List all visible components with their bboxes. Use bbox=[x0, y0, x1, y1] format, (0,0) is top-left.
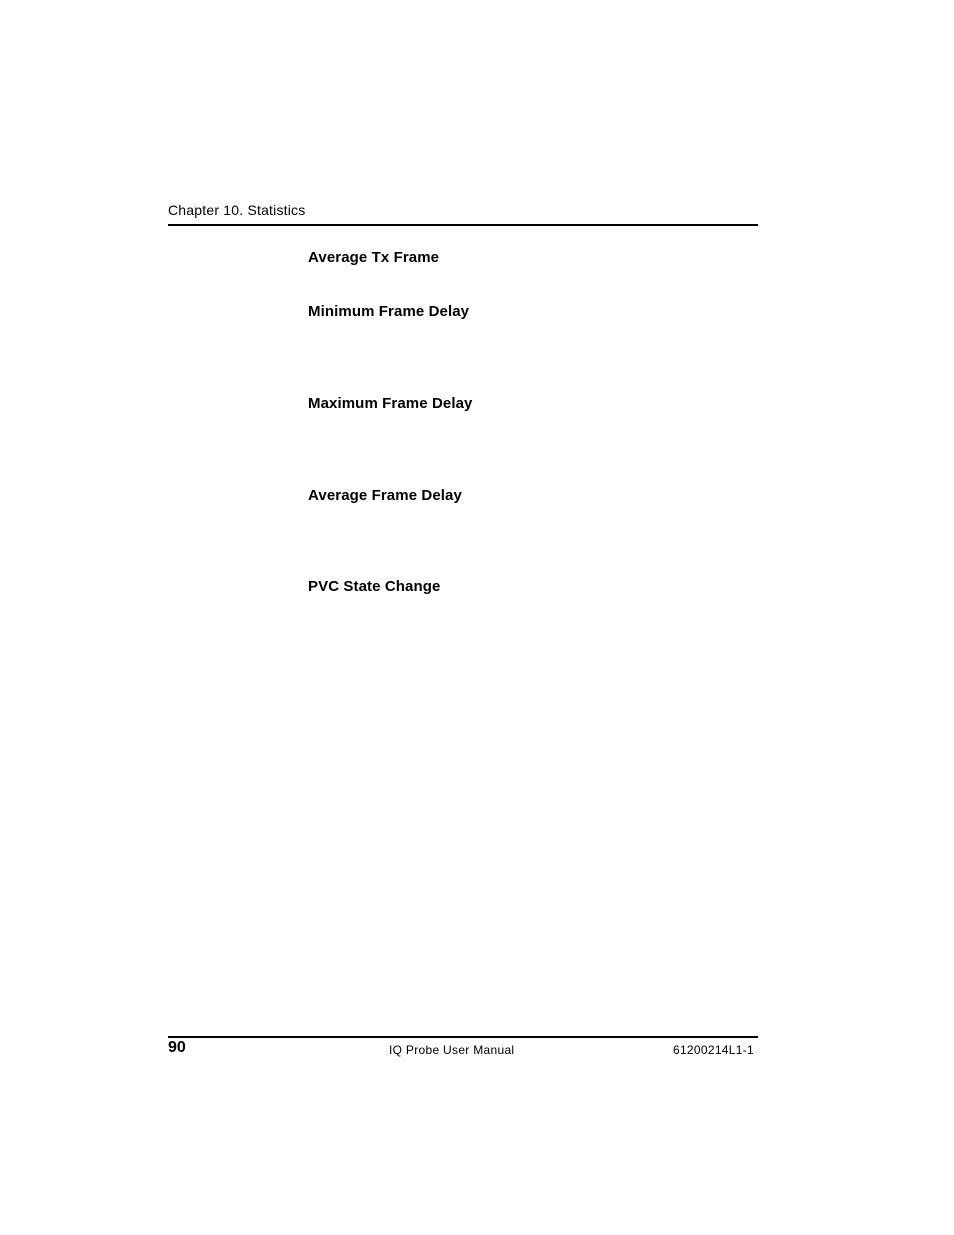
term-average-tx-frame: Average Tx Frame bbox=[308, 249, 440, 266]
footer-document-number: 61200214L1-1 bbox=[672, 1043, 754, 1057]
term-pvc-state-change: PVC State Change bbox=[308, 578, 441, 595]
term-average-frame-delay: Average Frame Delay bbox=[308, 487, 462, 504]
header-divider bbox=[168, 224, 758, 226]
footer-manual-title: IQ Probe User Manual bbox=[389, 1043, 515, 1057]
footer-divider bbox=[168, 1036, 758, 1038]
page-number: 90 bbox=[168, 1039, 186, 1056]
term-minimum-frame-delay: Minimum Frame Delay bbox=[308, 303, 470, 320]
running-header: Chapter 10. Statistics bbox=[168, 202, 306, 218]
term-maximum-frame-delay: Maximum Frame Delay bbox=[308, 395, 473, 412]
